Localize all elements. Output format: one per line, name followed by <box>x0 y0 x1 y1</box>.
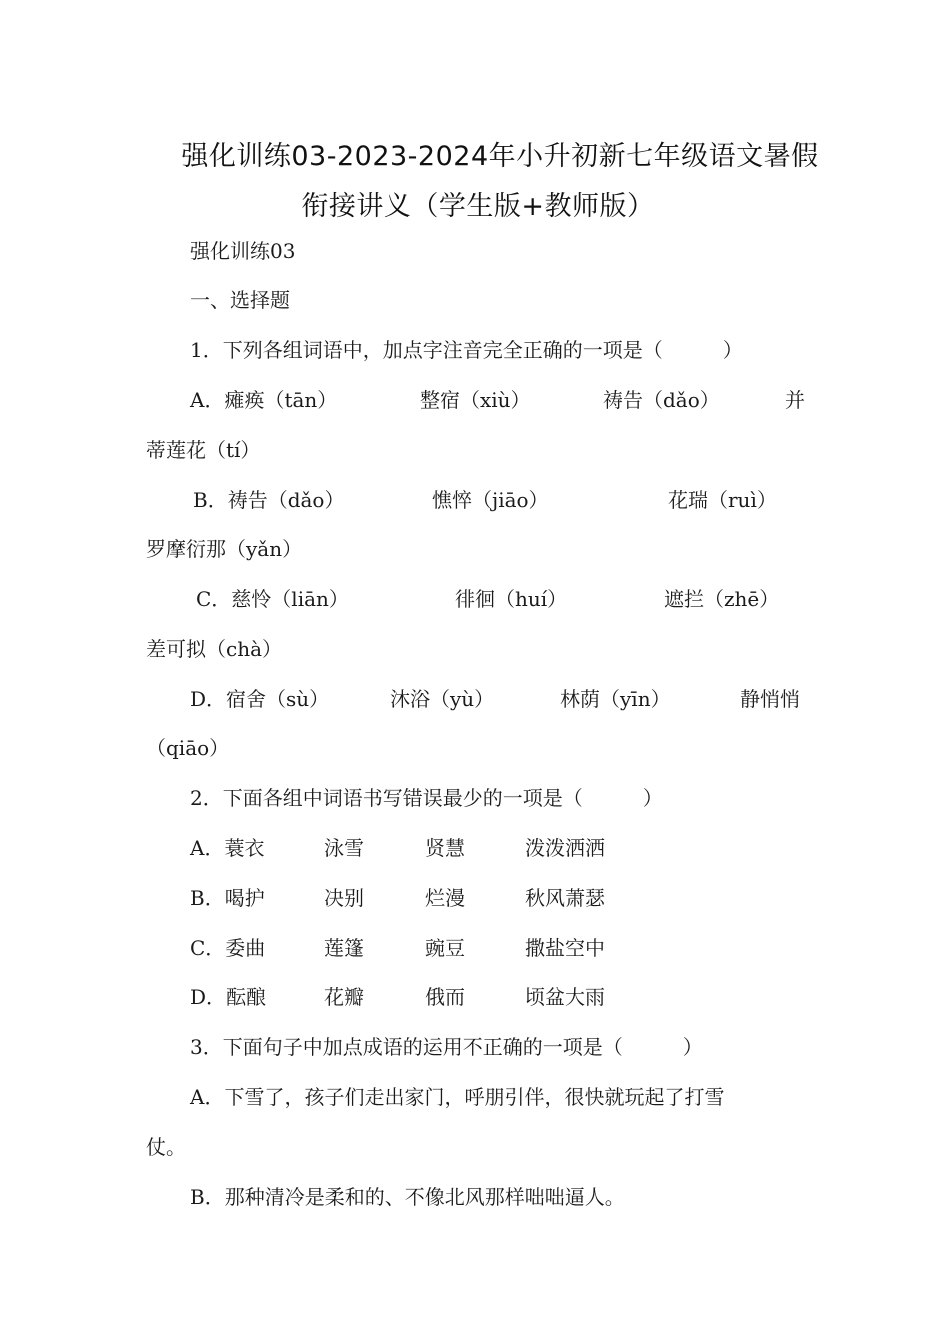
option-c-item-3: 遮拦（zhē） <box>664 587 780 611</box>
subtitle: 强化训练03 <box>190 239 296 263</box>
option-a-item-4-cont: 蒂莲花（tí） <box>146 438 261 462</box>
option-d-item-3: 林荫（yīn） <box>560 687 671 711</box>
q2-a-word-1: A．蓑衣 <box>190 836 265 860</box>
q2-b-word-2: 决别 <box>324 886 364 910</box>
option-d-item-4-cont: （qiāo） <box>146 736 230 760</box>
option-a-item-2: 整宿（xiù） <box>420 388 531 412</box>
q2-b-word-1: B．喝护 <box>190 886 265 910</box>
option-d-item-4-start: 静悄悄 <box>740 687 800 711</box>
option-c-item-4: 差可拟（chà） <box>146 637 283 661</box>
q2-c-word-4: 撒盐空中 <box>525 936 605 960</box>
question-3-option-a: A．下雪了，孩子们走出家门，呼朋引伴，很快就玩起了打雪 <box>190 1085 725 1109</box>
q2-d-word-3: 俄而 <box>425 985 465 1009</box>
option-d-item-2: 沐浴（yù） <box>390 687 495 711</box>
question-3-stem: 3．下面句子中加点成语的运用不正确的一项是（ ） <box>190 1035 703 1059</box>
q2-a-word-2: 泳雪 <box>324 836 364 860</box>
option-b-item-4: 罗摩衍那（yǎn） <box>146 537 303 561</box>
q2-a-word-4: 泼泼洒洒 <box>525 836 605 860</box>
q2-b-word-4: 秋风萧瑟 <box>525 886 605 910</box>
question-3-option-b: B．那种清冷是柔和的、不像北风那样咄咄逼人。 <box>190 1185 625 1209</box>
option-a-item-4-start: 并 <box>785 388 805 412</box>
option-c-item-2: 徘徊（huí） <box>455 587 568 611</box>
q2-d-word-2: 花瓣 <box>324 985 364 1009</box>
document-title-line-2: 衔接讲义（学生版+教师版） <box>301 191 655 222</box>
section-heading: 一、选择题 <box>190 288 290 312</box>
option-a-item-1: A．瘫痪（tān） <box>190 388 338 412</box>
q2-d-word-1: D．酝酿 <box>190 985 267 1009</box>
option-b-item-2: 憔悴（jiāo） <box>432 488 549 512</box>
q2-c-word-1: C．委曲 <box>190 936 266 960</box>
option-b-item-1: B．祷告（dǎo） <box>193 488 345 512</box>
question-2-stem: 2．下面各组中词语书写错误最少的一项是（ ） <box>190 786 663 810</box>
option-a-item-3: 祷告（dǎo） <box>603 388 720 412</box>
q2-a-word-3: 贤慧 <box>425 836 465 860</box>
option-b-item-3: 花瑞（ruì） <box>668 488 777 512</box>
q2-b-word-3: 烂漫 <box>425 886 465 910</box>
question-3-option-a-cont: 仗。 <box>146 1135 186 1159</box>
q2-c-word-2: 莲篷 <box>324 936 364 960</box>
q2-c-word-3: 豌豆 <box>425 936 465 960</box>
question-1-stem: 1．下列各组词语中，加点字注音完全正确的一项是（ ） <box>190 338 743 362</box>
q2-d-word-4: 顷盆大雨 <box>525 985 605 1009</box>
document-title-line-1: 强化训练03-2023-2024年小升初新七年级语文暑假 <box>181 141 819 172</box>
option-d-item-1: D．宿舍（sù） <box>190 687 330 711</box>
option-c-item-1: C．慈怜（liān） <box>196 587 349 611</box>
